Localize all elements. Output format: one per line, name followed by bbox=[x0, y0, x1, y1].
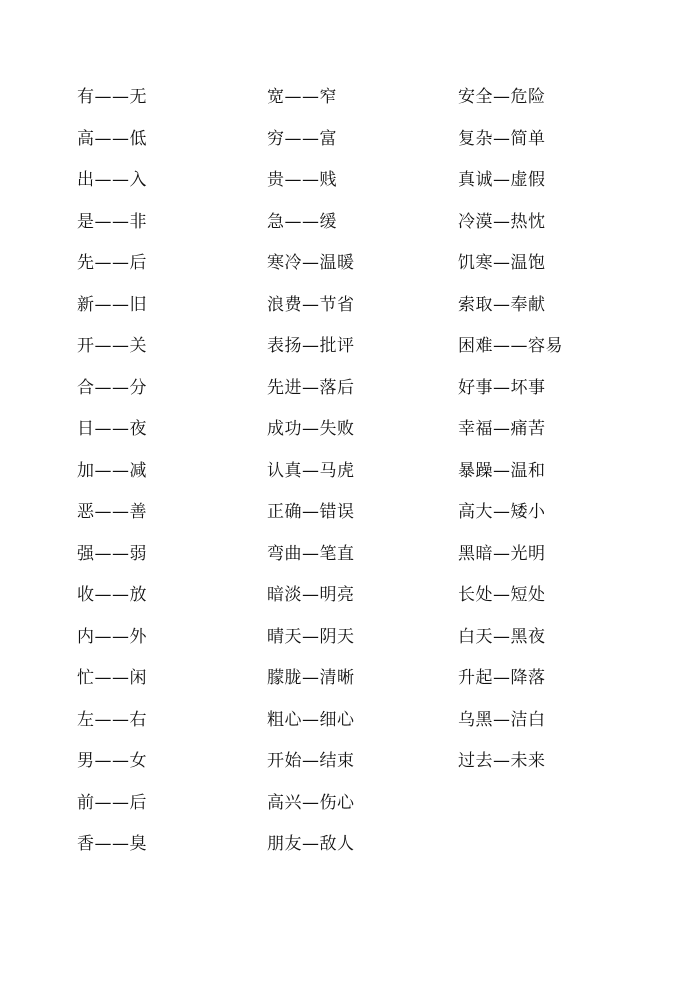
antonym-pair: 左——右 bbox=[77, 709, 147, 730]
antonym-column-1 bbox=[77, 84, 277, 873]
antonym-pair: 饥寒—温饱 bbox=[458, 253, 546, 273]
antonym-pair: 浪费—节省 bbox=[267, 294, 355, 315]
antonym-pair: 成功—失败 bbox=[267, 419, 355, 439]
antonym-pair: 真诚—虚假 bbox=[458, 170, 546, 190]
antonym-pair: 高兴—伤心 bbox=[267, 792, 355, 813]
antonym-pair: 寒冷—温暖 bbox=[267, 253, 355, 273]
antonym-pair: 粗心—细心 bbox=[267, 709, 355, 730]
antonym-pair: 有——无 bbox=[77, 87, 147, 107]
antonym-pair: 贵——贱 bbox=[267, 170, 337, 190]
antonym-pair: 晴天—阴天 bbox=[267, 626, 355, 647]
antonym-pair: 收——放 bbox=[77, 585, 147, 605]
antonym-column-3 bbox=[458, 84, 658, 790]
antonym-pair: 穷——富 bbox=[267, 128, 337, 149]
antonym-pair: 高大—矮小 bbox=[458, 502, 546, 522]
antonym-pair: 索取—奉献 bbox=[458, 294, 546, 315]
antonym-pair: 过去—未来 bbox=[458, 751, 546, 771]
antonym-pair: 出——入 bbox=[77, 170, 147, 190]
antonym-pair: 认真—马虎 bbox=[267, 460, 355, 481]
antonym-pair: 朦胧—清晰 bbox=[267, 668, 355, 688]
antonym-pair: 朋友—敌人 bbox=[267, 834, 355, 854]
antonym-pair: 白天—黑夜 bbox=[458, 626, 546, 647]
antonym-pair: 暴躁—温和 bbox=[458, 460, 546, 481]
antonym-pair: 黑暗—光明 bbox=[458, 543, 546, 564]
antonym-pair: 复杂—简单 bbox=[458, 128, 546, 149]
antonym-pair: 强——弱 bbox=[77, 543, 147, 564]
antonym-pair: 前——后 bbox=[77, 792, 147, 813]
antonym-pair: 男——女 bbox=[77, 751, 147, 771]
antonym-pair: 冷漠—热忱 bbox=[458, 211, 546, 232]
antonym-pair: 开——关 bbox=[77, 336, 147, 356]
antonym-pair: 弯曲—笔直 bbox=[267, 543, 355, 564]
antonym-pair: 长处—短处 bbox=[458, 585, 546, 605]
antonym-pair: 日——夜 bbox=[77, 419, 147, 439]
antonym-column-2 bbox=[267, 84, 467, 873]
antonym-pair: 开始—结束 bbox=[267, 751, 355, 771]
antonym-pair: 急——缓 bbox=[267, 211, 337, 232]
antonym-pair: 忙——闲 bbox=[77, 668, 147, 688]
antonym-pair: 正确—错误 bbox=[267, 502, 355, 522]
antonym-pair: 恶——善 bbox=[77, 502, 147, 522]
antonym-pair: 是——非 bbox=[77, 211, 147, 232]
antonym-pair: 先进—落后 bbox=[267, 377, 355, 398]
antonym-pair: 好事—坏事 bbox=[458, 377, 546, 398]
antonym-pair: 升起—降落 bbox=[458, 668, 546, 688]
antonym-pair: 幸福—痛苦 bbox=[458, 419, 546, 439]
antonym-pair: 高——低 bbox=[77, 128, 147, 149]
antonym-pair: 新——旧 bbox=[77, 294, 147, 315]
antonym-pair: 暗淡—明亮 bbox=[267, 585, 355, 605]
antonym-pair: 安全—危险 bbox=[458, 87, 546, 107]
antonym-pair: 香——臭 bbox=[77, 834, 147, 854]
antonym-pair: 困难——容易 bbox=[458, 336, 563, 356]
antonym-pair: 乌黑—洁白 bbox=[458, 709, 546, 730]
antonym-pair: 表扬—批评 bbox=[267, 336, 355, 356]
antonym-pair: 宽——窄 bbox=[267, 87, 337, 107]
antonym-pair: 合——分 bbox=[77, 377, 147, 398]
antonym-pair: 先——后 bbox=[77, 253, 147, 273]
antonym-pair: 内——外 bbox=[77, 626, 147, 647]
antonym-pair: 加——减 bbox=[77, 460, 147, 481]
